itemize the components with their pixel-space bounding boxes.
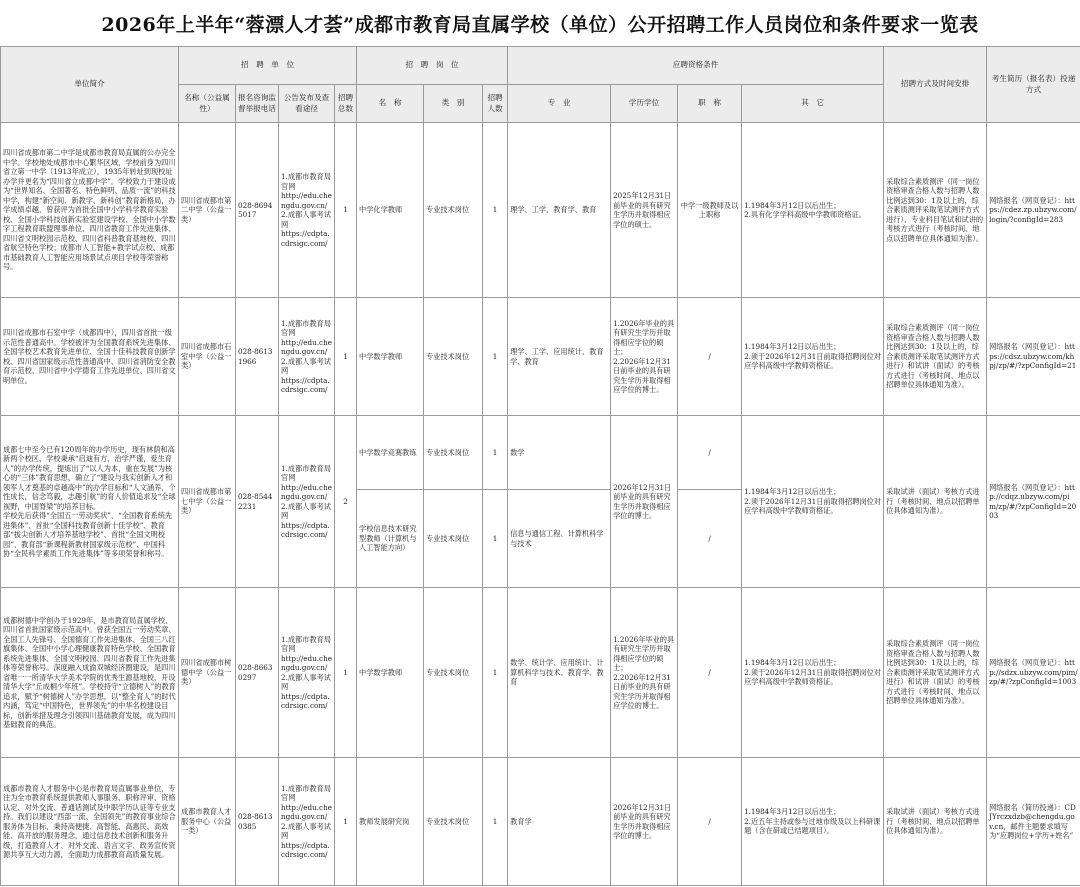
other-req: 1.1984年3月12日以后出生； 2.须于2026年12月31日前取得招聘岗位对应学科高级中学教师资格证。 bbox=[742, 298, 884, 416]
degree-req: 1.2026年毕业的具有研究生学历并取得相应学位的硕士； 2.2026年12月31日前毕业的具有研究生学历并取得相应学位的博士。 bbox=[611, 588, 678, 758]
header-unit-name: 名称（公益属性） bbox=[179, 85, 236, 123]
header-method: 招聘方式及时间安排 bbox=[884, 47, 987, 123]
unit-intro: 成都市教育人才服务中心是市教育局直属事业单位，专注为全市教育系统提供教师人事服务、职称评审、资格认定、对外交流、普通话测试及中职学历认证等专业支持。我们以建设“西部一流、全国领先”的教育事业综合服务体为目标，秉持高便捷、高智能、高惠民、高效能、高开放的服务理念，通过信息技术创新和服务升级，打造教育人才、对外交流、语言文字、政务宣传资源共享互大动力源，全面助力成都教育高质量发展。 bbox=[1, 758, 179, 886]
apply-method: 网络报名（网页登记）：https://cdsz.ubzyw.com/khpj/zp/#/?zpConfigId=21 bbox=[987, 298, 1080, 416]
contact-phone: 028-86130385 bbox=[236, 758, 279, 886]
major-req: 理学、工学、教育学、教育 bbox=[508, 123, 611, 298]
table-row bbox=[1, 298, 1080, 416]
apply-method: 网络报名（网页登记）：https://cdez.zp.ubzyw.com/login/?configId=283 bbox=[987, 123, 1080, 298]
table-row bbox=[1, 123, 1080, 298]
unit-intro: 成都树德中学创办于1929年，是市教育局直属学校、四川省首批国家级示范高中。曾获全国五一劳动奖章、全国工人先锋号、全国德育工作先进集体、全国三八红旗集体、全国中小学心理健康教育特色学校、全国教育系统先进集体、全国文明校园、四川省教育工作先进集体等荣誉称号。深度融入成渝双城经济圈建设，是四川省唯一一所清华大学美术学院的优秀生源基地校，开设清华大学“丘成桐少年班”。学校持守“立德树人”的教育追求，赋予“树德树人”办学思想，以“整全育人”的时代内涵，笃定“中国特色，世界领先”的中华名校建设目标，创新举措及理念引领四川基础教育发展，成为四川基础教育的典范。 bbox=[1, 588, 179, 758]
degree-req: 2026年12月31日前毕业的具有研究生学历并取得相应学位的博士。 bbox=[611, 758, 678, 886]
other-req: 1.1984年3月12日以后出生； 2.具有化学学科高级中学教师资格证。 bbox=[742, 123, 884, 298]
header-qualification-group: 应聘资格条件 bbox=[508, 47, 884, 85]
recruitment-table bbox=[0, 46, 1080, 886]
notice-channels: 1.成都市教育局官网 http://edu.chengdu.gov.cn/ 2.成都人事考试网 https://cdpta.cdrsigc.com/ bbox=[279, 123, 335, 298]
page-title: 2026年上半年“蓉漂人才荟”成都市教育局直属学校（单位）公开招聘工作人员岗位和条件要求一览表 bbox=[101, 13, 979, 36]
header-major: 专 业 bbox=[508, 85, 611, 123]
unit-intro: 成都七中至今已有120周年的办学历史，现有林荫和高新两个校区，学校秉承“启迪有方，治学严谨，爱生育人”的办学传统，提炼出了“以人为本，重在发展”为核心的“三体”教育思想，确立了“建设与我实创新人才和领军人才奠基的卓越高中”的办学目标和“人文涵养，个性成长，信念笃毅，志趣引航”的育人价值追求及“全球视野，中国脊梁”的培养目标。 学校先后获得“全国五一劳动奖状”、“全国教育系统先进集体”、首批“全国科技教育创新十佳学校”、教育部“拔尖创新人才培养基地学校”、首批“全国文明校园”、教育部“新课程新教材国家级示范校”、中国科协“全民科学素质工作先进集体”等多项荣誉和称号。 bbox=[1, 416, 179, 588]
title-req: / bbox=[678, 588, 742, 758]
post-count: 1 bbox=[483, 123, 508, 298]
unit-name: 四川省成都市石室中学（公益一类） bbox=[179, 298, 236, 416]
post-count: 1 bbox=[483, 416, 508, 490]
unit-intro: 四川省成都市石室中学（成都四中），四川省首批一级示范性普通高中。学校被评为全国教育系统先进集体、全国学校艺术教育先进单位、全国十佳科技教育创新学校、四川省国家级示范性普通高中、四川省消防安全教育示范校、四川省中小学德育工作先进单位、四川省文明单位。 bbox=[1, 298, 179, 416]
header-post-count: 招聘人数 bbox=[483, 85, 508, 123]
title-req: / bbox=[678, 758, 742, 886]
header-post-name: 名 称 bbox=[357, 85, 424, 123]
major-req: 数学 bbox=[508, 416, 611, 490]
post-count: 1 bbox=[483, 298, 508, 416]
post-type: 专业技术岗位 bbox=[424, 758, 483, 886]
post-name: 中学数学教师 bbox=[357, 298, 424, 416]
total-count: 1 bbox=[335, 588, 357, 758]
apply-method: 网络报名（网页登记）：http://sdzx.ubzyw.com/pim/zp/#/?zpConfigId=1003 bbox=[987, 588, 1080, 758]
total-count: 1 bbox=[335, 123, 357, 298]
major-req: 教育学 bbox=[508, 758, 611, 886]
recruit-method: 采取综合素质测评（同一岗位资格审查合格人数与招聘人数比例达到30：1及以上的，综合素质测评采取笔试测评方式进行）和试讲（面试）的考核方式进行（考核时间、地点以招聘单位具体通知为准）。 bbox=[884, 298, 987, 416]
post-name: 学校信息技术研究型教师（计算机与人工智能方向） bbox=[357, 490, 424, 588]
unit-intro: 四川省成都市第二中学是成都市教育局直属的公办完全中学。学校地处成都市中心繁华区域，学校前身为四川省立第一中学（1913年成立），1935年转址到现校址办学并更名为“四川省立成都中学”。学校致力于建设成为“世界知名、全国著名、特色鲜明、品质一流”的科技中学，构建“新空间、新教学、新科创”教育新格局，办学成绩卓越，曾获评为首批全国中小学科学教育实验校、全国小学科技创新实验室建设学校、全国中小学数字工程教育联盟理事单位、四川省教育工作先进集体、四川省文明校园示范校、四川省科普教育基地校、四川省航空特色学校；成都市人工智能+教学试点校、成都市基础教育人工智能应用场景试点项目学校等荣誉称号。 bbox=[1, 123, 179, 298]
recruit-method: 采取综合素质测评（同一岗位资格审查合格人数与招聘人数比例达到30：1及以上的，综合素质测评采取笔试测评方式进行）和试讲（面试）的考核方式进行（考核时间、地点以招聘单位具体通知为准）。 bbox=[884, 588, 987, 758]
unit-name: 四川省成都市树德中学（公益一类） bbox=[179, 588, 236, 758]
recruit-method: 采取试讲（面试）考核方式进行（考核时间、地点以招聘单位具体通知为准）。 bbox=[884, 758, 987, 886]
title-req: 中学一级教师及以上职称 bbox=[678, 123, 742, 298]
post-count: 1 bbox=[483, 758, 508, 886]
unit-name: 四川省成都市第七中学（公益一类） bbox=[179, 416, 236, 588]
post-name: 中学数学教师 bbox=[357, 588, 424, 758]
contact-phone: 028-86131966 bbox=[236, 298, 279, 416]
post-name: 教师发展研究岗 bbox=[357, 758, 424, 886]
header-other: 其 它 bbox=[742, 85, 884, 123]
notice-channels: 1.成都市教育局官网 http://edu.chengdu.gov.cn/ 2.成都人事考试网 https://cdpta.cdrsigc.com/ bbox=[279, 298, 335, 416]
unit-name: 成都市教育人才服务中心（公益一类） bbox=[179, 758, 236, 886]
notice-channels: 1.成都市教育局官网 http://edu.chengdu.gov.cn/ 2.成都人事考试网 https://cdpta.cdrsigc.com/ bbox=[279, 416, 335, 588]
post-type: 专业技术岗位 bbox=[424, 416, 483, 490]
other-req: 1.1984年3月12日以后出生； 2.须于2026年12月31日前取得招聘岗位对应学科高级中学教师资格证。 bbox=[742, 588, 884, 758]
notice-channels: 1.成都市教育局官网 http://edu.chengdu.gov.cn/ 2.成都人事考试网 https://cdpta.cdrsigc.com/ bbox=[279, 588, 335, 758]
unit-name: 四川省成都市第二中学（公益一类） bbox=[179, 123, 236, 298]
title-req: / bbox=[678, 416, 742, 490]
title-req: / bbox=[678, 490, 742, 588]
post-count: 1 bbox=[483, 490, 508, 588]
table-row bbox=[1, 588, 1080, 758]
post-name: 中学化学教师 bbox=[357, 123, 424, 298]
post-type: 专业技术岗位 bbox=[424, 298, 483, 416]
header-phone: 报名咨询监督举报电话 bbox=[236, 85, 279, 123]
recruit-method: 采取试讲（面试）考核方式进行（考核时间、地点以招聘单位具体通知为准）。 bbox=[884, 416, 987, 588]
contact-phone: 028-86945017 bbox=[236, 123, 279, 298]
post-type: 专业技术岗位 bbox=[424, 588, 483, 758]
header-apply: 考生简历（报名表）投递方式 bbox=[987, 47, 1080, 123]
total-count: 1 bbox=[335, 298, 357, 416]
major-req: 理学、工学、应用统计、教育学、教育 bbox=[508, 298, 611, 416]
header-post-type: 类 别 bbox=[424, 85, 483, 123]
post-count: 1 bbox=[483, 588, 508, 758]
total-count: 2 bbox=[335, 416, 357, 588]
header-degree: 学历学位 bbox=[611, 85, 678, 123]
total-count: 1 bbox=[335, 758, 357, 886]
header-post-group: 招 聘 岗 位 bbox=[357, 47, 508, 85]
post-type: 专业技术岗位 bbox=[424, 123, 483, 298]
apply-method: 网络报名（简历投递）：CDJYrczxdzb@chengdu.gov.cn，邮件主题要求填写为“应聘岗位+学历+姓名” bbox=[987, 758, 1080, 886]
contact-phone: 028-85442231 bbox=[236, 416, 279, 588]
header-notice: 公告发布及查看途径 bbox=[279, 85, 335, 123]
notice-channels: 1.成都市教育局官网 http://edu.chengdu.gov.cn/ 2.成都人事考试网 https://cdpta.cdrsigc.com/ bbox=[279, 758, 335, 886]
header-total: 招聘总数 bbox=[335, 85, 357, 123]
contact-phone: 028-86630297 bbox=[236, 588, 279, 758]
other-req: 1.1984年3月12日以后出生； 2.须于2026年12月31日前取得招聘岗位对应学科高级中学教师资格证。 bbox=[742, 416, 884, 588]
degree-req: 1.2026年毕业的具有研究生学历并取得相应学位的硕士； 2.2026年12月31日前毕业的具有研究生学历并取得相应学位的博士。 bbox=[611, 298, 678, 416]
table-row bbox=[1, 758, 1080, 886]
major-req: 信息与通信工程、计算机科学与技术 bbox=[508, 490, 611, 588]
recruit-method: 采取综合素质测评（同一岗位资格审查合格人数与招聘人数比例达到30：1及以上的，综合素质测评采取笔试测评方式进行）、专业科目笔试和试讲的考核方式进行（考核时间、地点以招聘单位具体通知为准）。 bbox=[884, 123, 987, 298]
title-req: / bbox=[678, 298, 742, 416]
post-name: 中学数学竞赛教练 bbox=[357, 416, 424, 490]
header-title-req: 职 称 bbox=[678, 85, 742, 123]
degree-req: 2025年12月31日前毕业的具有研究生学历并取得相应学位的硕士。 bbox=[611, 123, 678, 298]
header-unit-group: 招 聘 单 位 bbox=[179, 47, 357, 85]
other-req: 1.1984年3月12日以后出生； 2.近五年主持或参与过地市级及以上科研课题（含在研或已结题项目）。 bbox=[742, 758, 884, 886]
degree-req: 2026年12月31日前毕业的具有研究生学历并取得相应学位的博士。 bbox=[611, 416, 678, 588]
post-type: 专业技术岗位 bbox=[424, 490, 483, 588]
header-intro: 单位简介 bbox=[1, 47, 179, 123]
major-req: 数学、统计学、应用统计、计算机科学与技术、教育学、教育 bbox=[508, 588, 611, 758]
apply-method: 网络报名（网页登记）：http://cdqz.ubzyw.com/pim/zp/#/?zpConfigId=2003 bbox=[987, 416, 1080, 588]
table-row bbox=[1, 416, 1080, 490]
